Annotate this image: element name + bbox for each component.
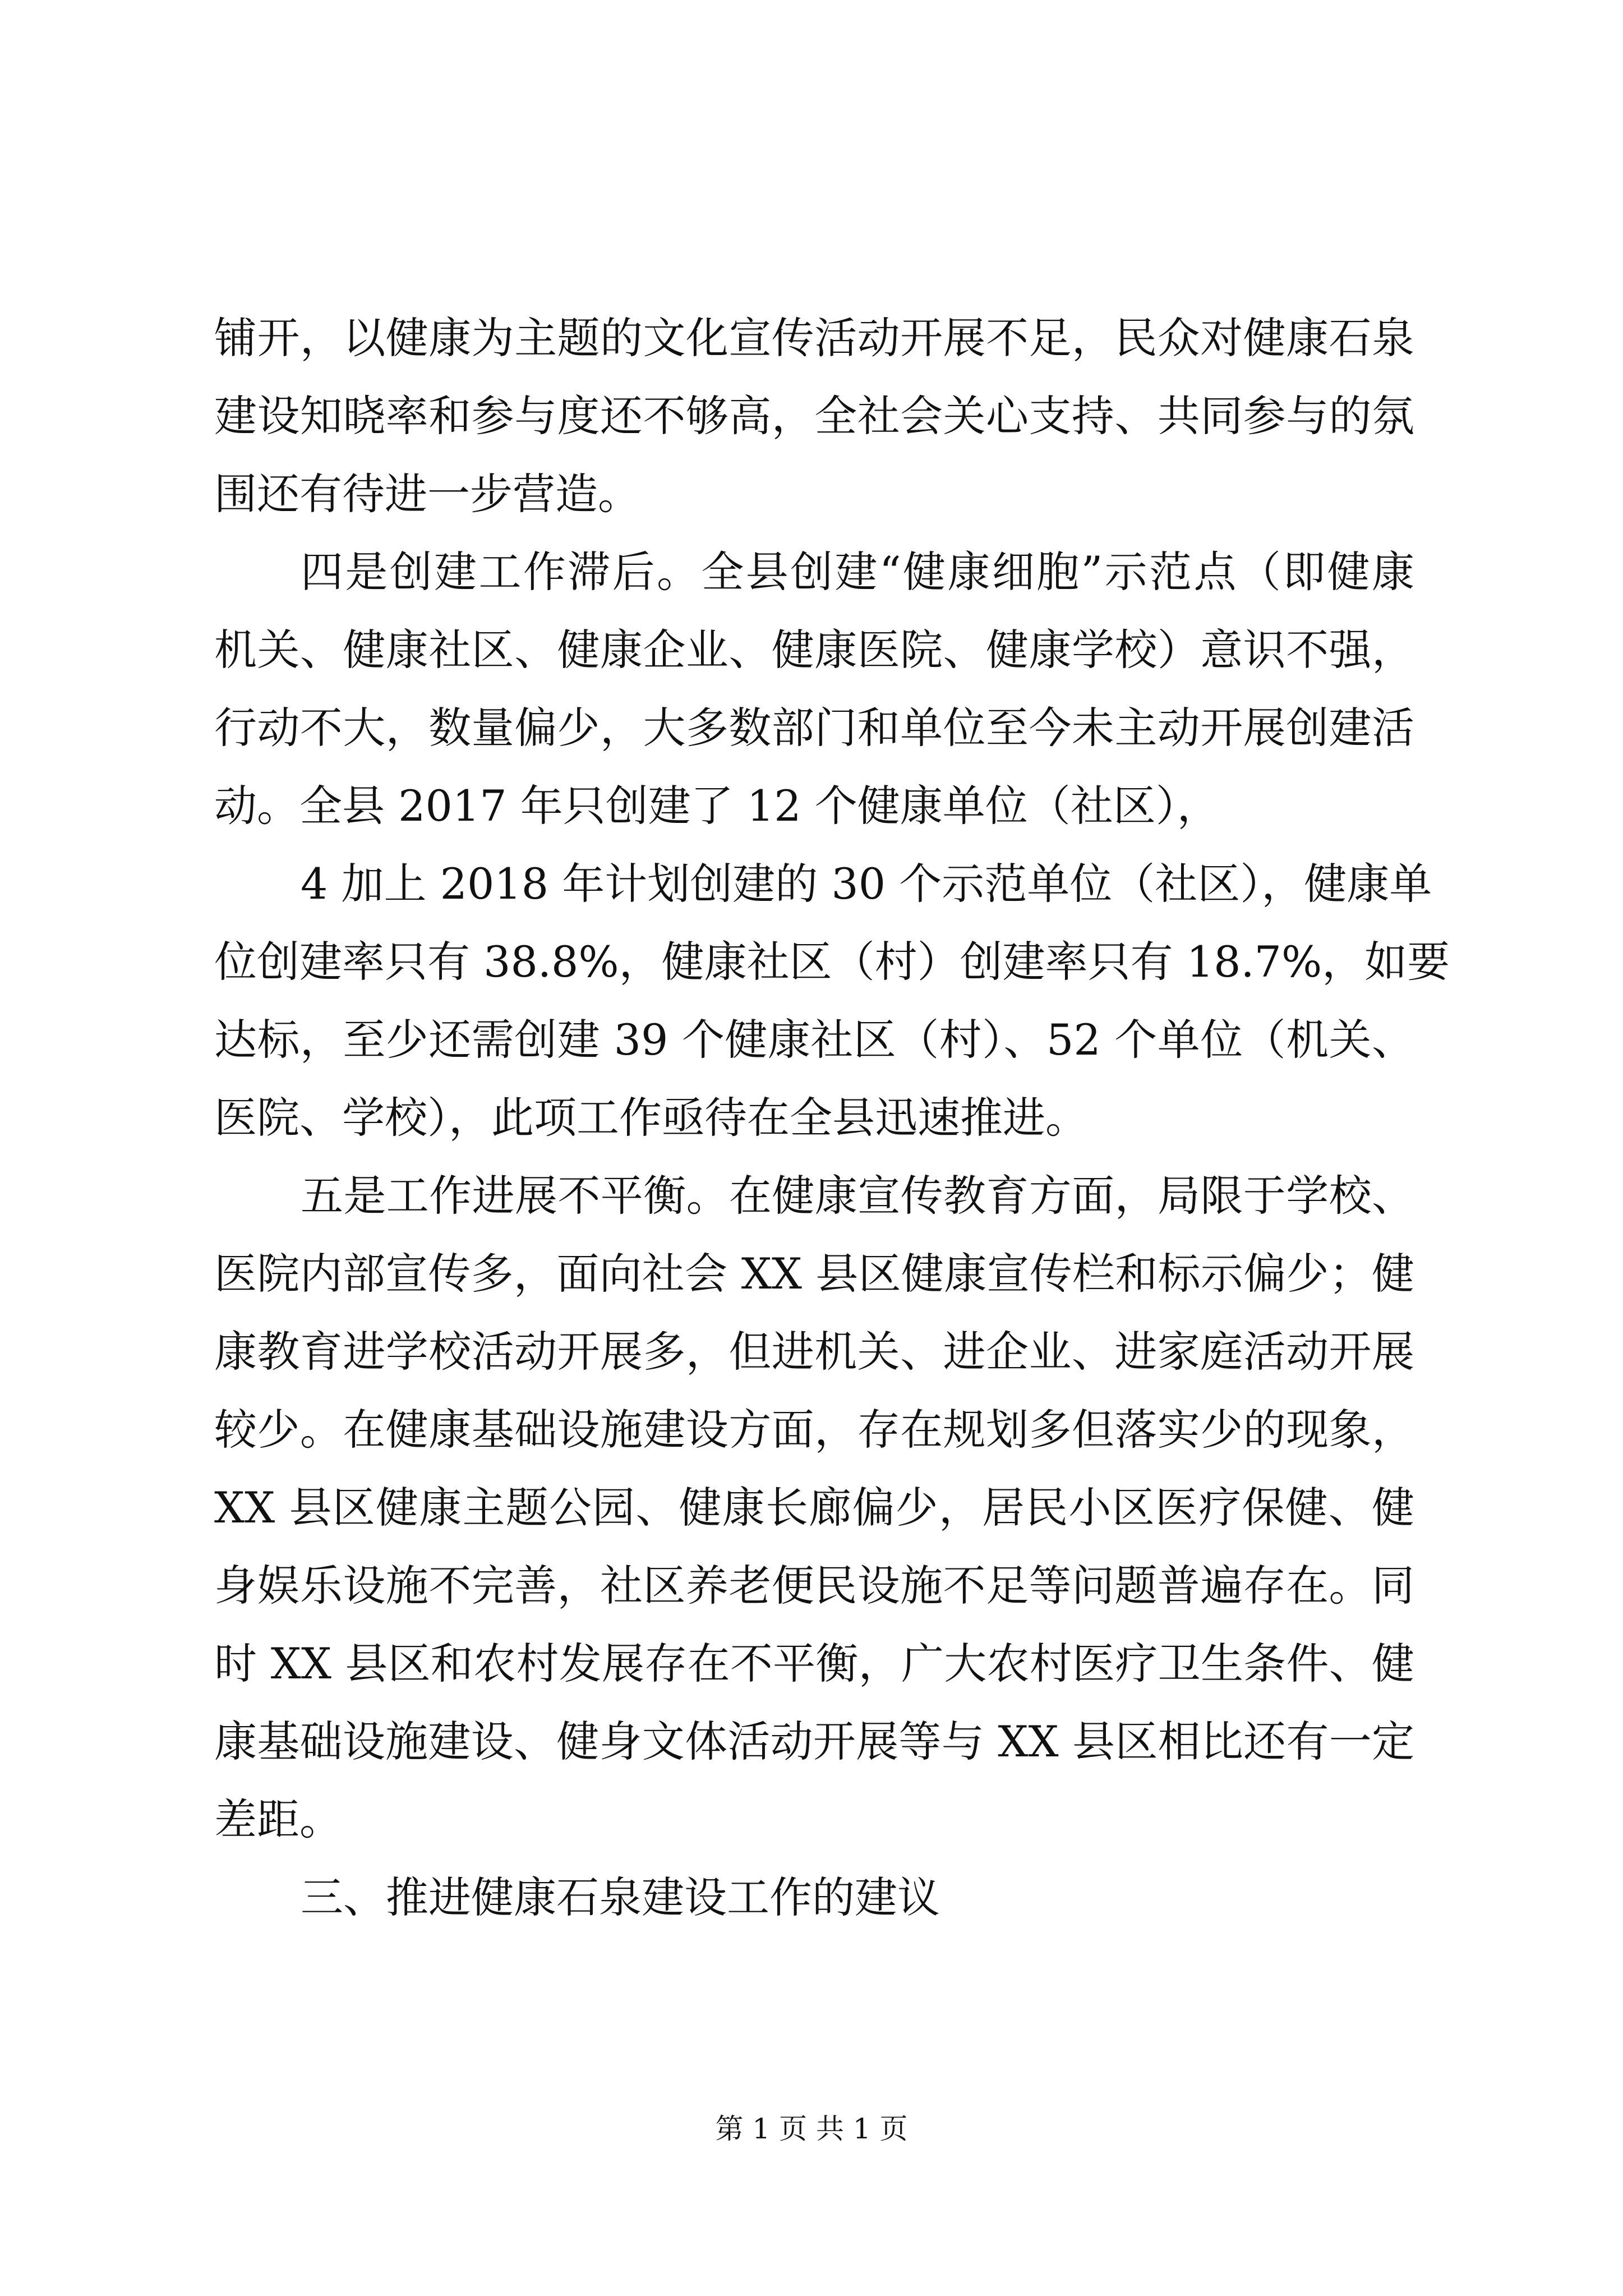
paragraph-5-line-3: 达标，至少还需创建 39 个健康社区（村）、52 个单位（机关、 [214, 1015, 1414, 1065]
body-line-3: 围还有待进一步营造。 [214, 469, 640, 519]
body-line-2: 建设知晓率和参与度还不够高，全社会关心支持、共同参与的氛 [214, 391, 1414, 441]
paragraph-4-line-1: 四是创建工作滞后。全县创建“健康细胞”示范点（即健康 [301, 547, 1414, 597]
paragraph-6-line-6: 身娱乐设施不完善，社区养老便民设施不足等问题普遍存在。同 [214, 1561, 1414, 1611]
paragraph-5-line-1: 4 加上 2018 年计划创建的 30 个示范单位（社区），健康单 [301, 859, 1432, 909]
section-heading: 三、推进健康石泉建设工作的建议 [301, 1872, 940, 1922]
paragraph-6-line-2: 医院内部宣传多，面向社会 XX 县区健康宣传栏和标示偏少；健 [214, 1249, 1414, 1299]
page-footer: 第 1 页 共 1 页 [715, 2113, 908, 2145]
paragraph-6-line-3: 康教育进学校活动开展多，但进机关、进企业、进家庭活动开展 [214, 1327, 1414, 1377]
paragraph-4-line-3: 行动不大，数量偏少，大多数部门和单位至今未主动开展创建活 [214, 703, 1414, 753]
paragraph-4-line-2: 机关、健康社区、健康企业、健康医院、健康学校）意识不强， [214, 625, 1414, 675]
body-line-1: 铺开，以健康为主题的文化宣传活动开展不足，民众对健康石泉 [214, 313, 1414, 363]
paragraph-6-line-8: 康基础设施建设、健身文体活动开展等与 XX 县区相比还有一定 [214, 1717, 1414, 1766]
paragraph-5-line-4: 医院、学校），此项工作亟待在全县迅速推进。 [214, 1093, 1088, 1143]
paragraph-6-line-1: 五是工作进展不平衡。在健康宣传教育方面，局限于学校、 [301, 1171, 1414, 1221]
paragraph-6-line-7: 时 XX 县区和农村发展存在不平衡，广大农村医疗卫生条件、健 [214, 1639, 1414, 1688]
paragraph-6-line-9: 差距。 [214, 1795, 342, 1844]
paragraph-5-line-2: 位创建率只有 38.8%，健康社区（村）创建率只有 18.7%，如要 [214, 937, 1450, 987]
paragraph-4-line-4: 动。全县 2017 年只创建了 12 个健康单位（社区）， [214, 781, 1220, 831]
paragraph-6-line-4: 较少。在健康基础设施建设方面，存在规划多但落实少的现象， [214, 1405, 1414, 1455]
paragraph-6-line-5: XX 县区健康主题公园、健康长廊偏少，居民小区医疗保健、健 [214, 1483, 1414, 1533]
